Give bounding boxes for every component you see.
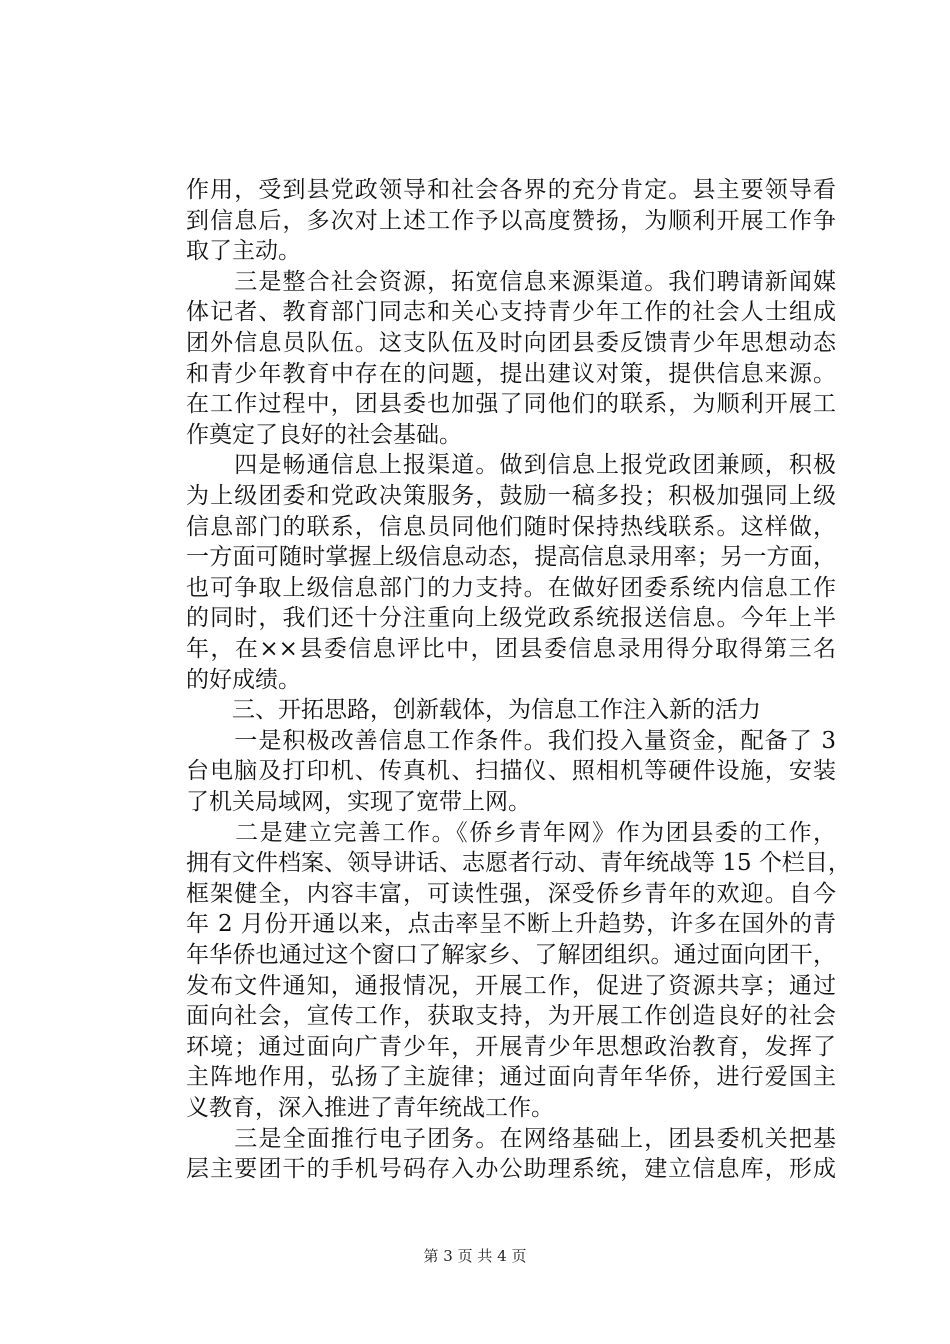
page-footer: 第 3 页 共 4 页 [423, 1247, 527, 1265]
text-line: 体记者、教育部门同志和关心支持青少年工作的社会人士组成 [186, 299, 836, 326]
text-line: 四是畅通信息上报渠道。做到信息上报党政团兼顾，积极 [186, 452, 836, 479]
text-line: 也可争取上级信息部门的力支持。在做好团委系统内信息工作 [186, 574, 836, 601]
text-line: 三是全面推行电子团务。在网络基础上，团县委机关把基 [186, 1125, 836, 1152]
text-line: 的同时，我们还十分注重向上级党政系统报送信息。今年上半 [186, 605, 836, 632]
text-line: 了机关局域网，实现了宽带上网。 [186, 789, 531, 815]
text-line: 层主要团干的手机号码存入办公助理系统，建立信息库，形成 [186, 1156, 836, 1183]
text-line: 到信息后，多次对上述工作予以高度赞扬，为顺利开展工作争 [186, 207, 836, 234]
text-line: 和青少年教育中存在的问题，提出建议对策，提供信息来源。 [186, 360, 836, 387]
text-line: 团外信息员队伍。这支队伍及时向团县委反馈青少年思想动态 [186, 330, 836, 356]
text-line: 信息部门的联系，信息员同他们随时保持热线联系。这样做， [186, 513, 836, 540]
text-line: 年华侨也通过这个窗口了解家乡、了解团组织。通过面向团干， [186, 942, 836, 968]
text-line: 面向社会，宣传工作，获取支持，为开展工作创造良好的社会 [186, 1003, 836, 1030]
text-line: 环境；通过面向广青少年，开展青少年思想政治教育，发挥了 [186, 1033, 836, 1060]
text-line: 年，在××县委信息评比中，团县委信息录用得分取得第三名 [186, 636, 836, 662]
text-line: 为上级团委和党政决策服务，鼓励一稿多投；积极加强同上级 [186, 483, 836, 509]
text-line: 一是积极改善信息工作条件。我们投入量资金，配备了 3 [186, 727, 836, 754]
text-line: 作用，受到县党政领导和社会各界的充分肯定。县主要领导看 [186, 177, 836, 203]
text-line: 义教育，深入推进了青年统战工作。 [186, 1095, 554, 1121]
text-line: 拥有文件档案、领导讲话、志愿者行动、青年统战等 15 个栏目， [186, 850, 851, 877]
text-line: 一方面可随时掌握上级信息动态，提高信息录用率；另一方面， [186, 544, 836, 571]
text-line: 取了主动。 [186, 238, 301, 265]
text-line: 二是建立完善工作。《侨乡青年网》作为团县委的工作， [186, 819, 836, 846]
text-line: 的好成绩。 [186, 666, 301, 693]
text-line: 框架健全，内容丰富，可读性强，深受侨乡青年的欢迎。自今 [186, 880, 836, 907]
text-line: 三、开拓思路，创新载体，为信息工作注入新的活力 [186, 697, 761, 724]
text-line: 发布文件通知，通报情况，开展工作，促进了资源共享；通过 [186, 972, 836, 999]
text-line: 主阵地作用，弘扬了主旋律；通过面向青年华侨，进行爱国主 [186, 1064, 836, 1091]
text-line: 台电脑及打印机、传真机、扫描仪、照相机等硬件设施，安装 [186, 758, 836, 785]
text-line: 作奠定了良好的社会基础。 [186, 421, 462, 448]
text-line: 在工作过程中，团县委也加强了同他们的联系，为顺利开展工 [186, 391, 836, 418]
text-line: 年 2 月份开通以来，点击率呈不断上升趋势，许多在国外的青 [186, 911, 836, 938]
text-line: 三是整合社会资源，拓宽信息来源渠道。我们聘请新闻媒 [186, 268, 836, 295]
